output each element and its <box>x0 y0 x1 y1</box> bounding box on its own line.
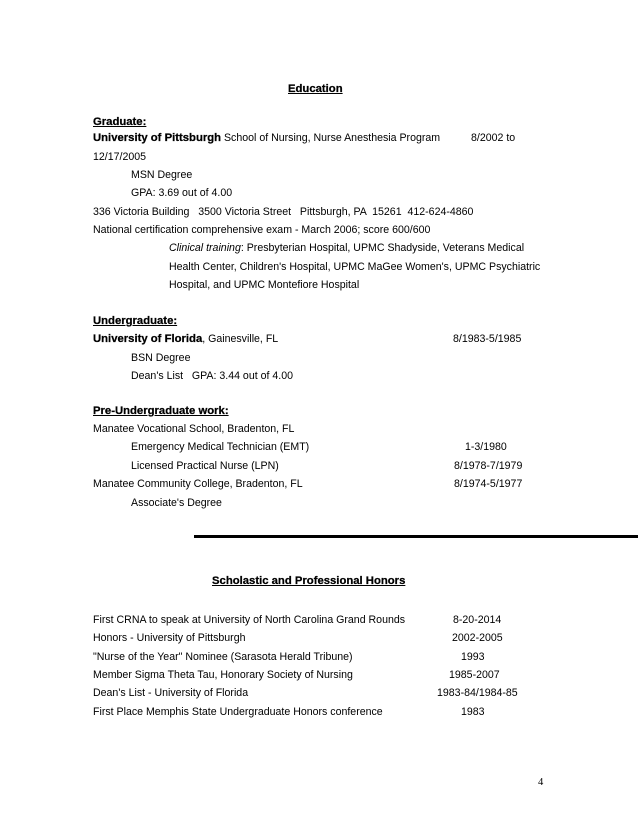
honors-item-date: 2002-2005 <box>452 632 503 644</box>
pre-undergraduate-label: Pre-Undergraduate work: <box>93 405 229 417</box>
undergraduate-school-name: University of Florida <box>93 333 203 345</box>
graduate-dates-start: 8/2002 to <box>471 132 516 144</box>
graduate-gpa: GPA: 3.69 out of 4.00 <box>131 187 233 199</box>
undergraduate-degree: BSN Degree <box>131 352 191 364</box>
clinical-training-line2: Health Center, Children's Hospital, UPMC MaGee Women's, UPMC Psychiatric <box>169 261 541 273</box>
graduate-address: 336 Victoria Building 3500 Victoria Street Pittsburgh, PA 15261 412-624-4860 <box>93 206 474 218</box>
graduate-school-line <box>93 132 440 145</box>
education-heading: Education <box>288 83 343 95</box>
graduate-label: Graduate: <box>93 116 147 128</box>
graduate-degree: MSN Degree <box>131 169 193 181</box>
clinical-training-line3: Hospital, and UPMC Montefiore Hospital <box>169 279 360 291</box>
honors-item: "Nurse of the Year" Nominee (Sarasota Herald Tribune) <box>93 651 353 663</box>
clinical-training-label: Clinical training <box>169 242 241 254</box>
undergraduate-label: Undergraduate: <box>93 315 178 327</box>
associates-degree: Associate's Degree <box>131 497 222 509</box>
honors-item: Honors - University of Pittsburgh <box>93 632 246 644</box>
honors-item: Member Sigma Theta Tau, Honorary Society of Nursing <box>93 669 353 681</box>
pre-undergrad-school2: Manatee Community College, Bradenton, FL <box>93 478 303 490</box>
honors-item-date: 1993 <box>461 651 485 663</box>
honors-heading: Scholastic and Professional Honors <box>212 575 406 587</box>
graduate-certification: National certification comprehensive exam - March 2006; score 600/600 <box>93 224 431 236</box>
page-number: 4 <box>538 777 544 788</box>
graduate-program: School of Nursing, Nurse Anesthesia Program <box>221 132 441 144</box>
lpn-dates: 8/1978-7/1979 <box>454 460 523 472</box>
undergraduate-dates: 8/1983-5/1985 <box>453 333 522 345</box>
honors-item-date: 1983-84/1984-85 <box>437 687 518 699</box>
honors-item-date: 1983 <box>461 706 485 718</box>
honors-item-date: 8-20-2014 <box>453 614 502 626</box>
honors-item: Dean's List - University of Florida <box>93 687 249 699</box>
honors-item: First CRNA to speak at University of North Carolina Grand Rounds <box>93 614 406 626</box>
honors-item-date: 1985-2007 <box>449 669 500 681</box>
section-divider <box>194 535 638 538</box>
graduate-school-name: University of Pittsburgh <box>93 132 222 144</box>
emt-credential: Emergency Medical Technician (EMT) <box>131 441 310 453</box>
lpn-credential: Licensed Practical Nurse (LPN) <box>131 460 279 472</box>
pre-undergrad-school1: Manatee Vocational School, Bradenton, FL <box>93 423 295 435</box>
emt-dates: 1-3/1980 <box>465 441 507 453</box>
undergraduate-honors: Dean's List GPA: 3.44 out of 4.00 <box>131 370 294 382</box>
graduate-dates-end: 12/17/2005 <box>93 151 147 163</box>
honors-item: First Place Memphis State Undergraduate Honors conference <box>93 706 383 718</box>
pre-undergrad-school2-dates: 8/1974-5/1977 <box>454 478 523 490</box>
clinical-training-sites: : Presbyterian Hospital, UPMC Shadyside, Veterans Medical <box>240 242 525 254</box>
clinical-training-line1 <box>169 242 524 255</box>
undergraduate-location: , Gainesville, FL <box>202 333 279 345</box>
undergraduate-school-line <box>93 333 278 346</box>
